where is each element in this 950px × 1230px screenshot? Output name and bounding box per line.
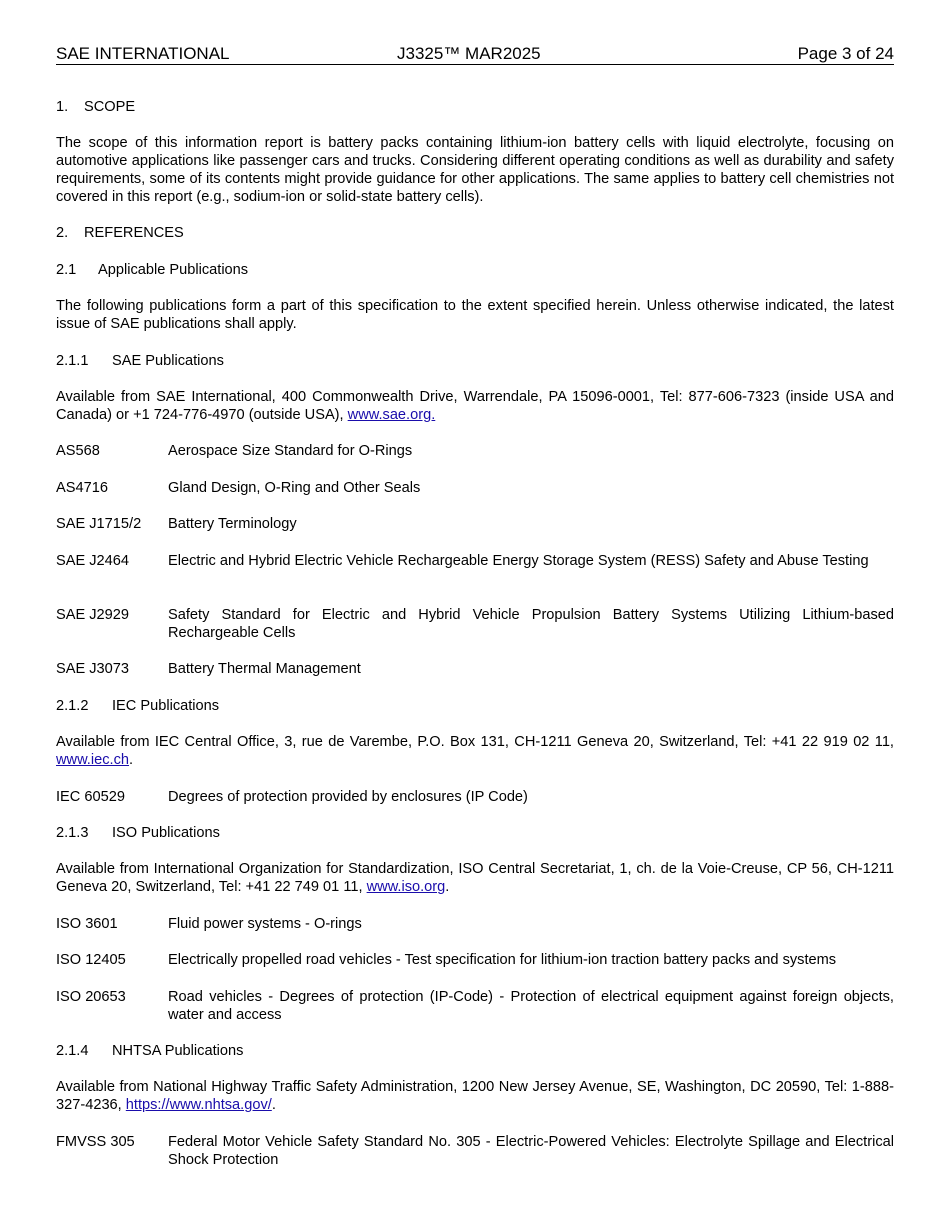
heading-scope: 1. SCOPE: [56, 99, 136, 115]
reference-code: ISO 12405: [56, 952, 126, 968]
nhtsa-availability-paragraph: Available from National Highway Traffic Safety Administration, 1200 New Jersey Avenue, SE, Washington, DC 20590, Tel: 1-888-327-4236, https://www.nhtsa.gov/.: [56, 1079, 894, 1113]
iec-website-link[interactable]: www.iec.ch: [56, 752, 129, 768]
reference-code: SAE J3073: [56, 661, 130, 677]
sae-website-link[interactable]: www.sae.org.: [347, 407, 436, 423]
sae-availability-paragraph: Available from SAE International, 400 Commonwealth Drive, Warrendale, PA 15096-0001, Tel: 877-606-7323 (inside USA and Canada) or +1 724-776-4970 (outside USA), www.sae.org.: [56, 389, 894, 423]
heading-references: 2. REFERENCES: [56, 225, 184, 241]
reference-title: Electric and Hybrid Electric Vehicle Rechargeable Energy Storage System (RESS) Safety and Abuse Testing: [168, 553, 869, 569]
reference-title: Battery Thermal Management: [168, 661, 361, 677]
header-doc-id: J3325™ MAR2025: [397, 44, 541, 63]
reference-title: Aerospace Size Standard for O-Rings: [168, 443, 413, 459]
heading-applicable-publications: 2.1 Applicable Publications: [56, 262, 249, 278]
scope-paragraph: The scope of this information report is battery packs containing lithium-ion battery cells with liquid electrolyte, focusing on automotive applications like passenger cars and trucks. Considering different operating conditions as well as durability and safety requirements, some of its contents might provide guidance for other applications. The same applies to battery cell chemistries not covered in this report (e.g., sodium-ion or solid-state battery cells).: [56, 135, 894, 205]
reference-code: ISO 3601: [56, 916, 118, 932]
reference-title: Fluid power systems - O-rings: [168, 916, 362, 932]
page-header: [56, 44, 894, 65]
reference-code: AS568: [56, 443, 100, 459]
iec-availability-paragraph: Available from IEC Central Office, 3, rue de Varembe, P.O. Box 131, CH-1211 Geneva 20, Switzerland, Tel: +41 22 919 02 11, www.iec.ch.: [56, 734, 894, 768]
reference-title: Degrees of protection provided by enclosures (IP Code): [168, 789, 528, 805]
reference-title: Electrically propelled road vehicles - Test specification for lithium-ion traction battery packs and systems: [168, 952, 837, 968]
reference-code: SAE J1715/2: [56, 516, 142, 532]
reference-title: Battery Terminology: [168, 516, 297, 532]
header-page-number: Page 3 of 24: [797, 44, 894, 63]
reference-code: AS4716: [56, 480, 108, 496]
reference-code: SAE J2929: [56, 607, 130, 623]
applicable-publications-paragraph: The following publications form a part of this specification to the extent specified herein. Unless otherwise indicated, the latest issue of SAE publications shall apply.: [56, 298, 894, 332]
reference-code: IEC 60529: [56, 789, 125, 805]
reference-code: FMVSS 305: [56, 1134, 135, 1150]
reference-title: Safety Standard for Electric and Hybrid Vehicle Propulsion Battery Systems Utilizing Lithium-based Rechargeable Cells: [168, 607, 894, 641]
header-org: SAE INTERNATIONAL: [56, 44, 230, 63]
heading-nhtsa-publications: 2.1.4 NHTSA Publications: [56, 1043, 244, 1059]
reference-title: Road vehicles - Degrees of protection (IP-Code) - Protection of electrical equipment against foreign objects, water and access: [168, 989, 894, 1023]
nhtsa-website-link[interactable]: https://www.nhtsa.gov/: [125, 1097, 272, 1113]
heading-sae-publications: 2.1.1 SAE Publications: [56, 353, 224, 369]
iso-availability-paragraph: Available from International Organization for Standardization, ISO Central Secretariat, 1, ch. de la Voie-Creuse, CP 56, CH-1211 Geneva 20, Switzerland, Tel: +41 22 749 01 11, www.iso.org.: [56, 861, 894, 895]
heading-iso-publications: 2.1.3 ISO Publications: [56, 825, 220, 841]
iso-website-link[interactable]: www.iso.org: [366, 879, 446, 895]
reference-code: ISO 20653: [56, 989, 126, 1005]
reference-title: Federal Motor Vehicle Safety Standard No. 305 - Electric-Powered Vehicles: Electrolyte Spillage and Electrical Shock Protection: [168, 1134, 894, 1168]
reference-code: SAE J2464: [56, 553, 130, 569]
heading-iec-publications: 2.1.2 IEC Publications: [56, 698, 220, 714]
reference-title: Gland Design, O-Ring and Other Seals: [168, 480, 421, 496]
